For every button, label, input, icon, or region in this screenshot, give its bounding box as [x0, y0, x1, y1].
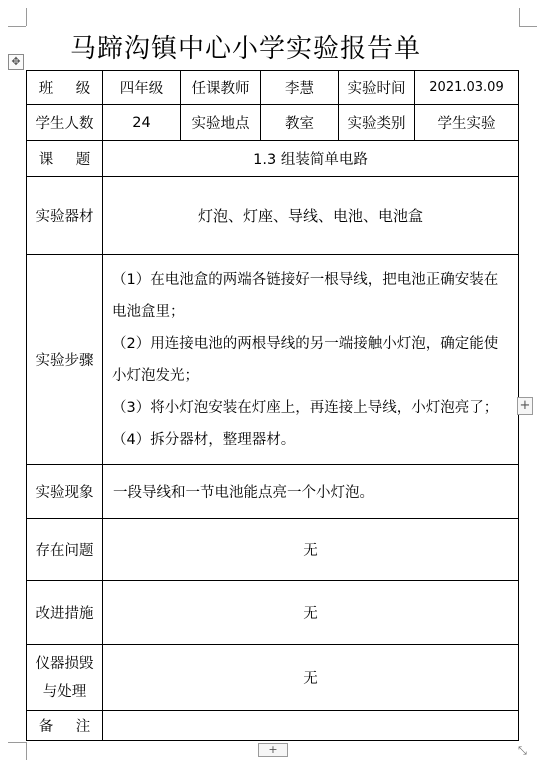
category-label: 实验类别 — [339, 105, 415, 141]
damage-value[interactable]: 无 — [103, 645, 519, 711]
procedure-label: 实验步骤 — [27, 255, 103, 465]
category-value[interactable]: 学生实验 — [415, 105, 519, 141]
damage-label-line1: 仪器损毁 — [35, 655, 94, 672]
teacher-value[interactable]: 李慧 — [261, 71, 339, 105]
location-value[interactable]: 教室 — [261, 105, 339, 141]
table-row — [27, 581, 519, 645]
procedure-step: （2）用连接电池的两根导线的另一端接触小灯泡，确定能使小灯泡发光； — [112, 335, 499, 384]
time-value[interactable]: 2021.03.09 — [415, 71, 519, 105]
topic-value[interactable]: 1.3 组装简单电路 — [103, 141, 519, 177]
location-label: 实验地点 — [181, 105, 261, 141]
table-row — [27, 255, 519, 465]
time-label: 实验时间 — [339, 71, 415, 105]
table-row — [27, 711, 519, 741]
problems-label: 存在问题 — [27, 519, 103, 581]
student-count-label: 学生人数 — [27, 105, 103, 141]
procedure-step: （1）在电池盒的两端各链接好一根导线，把电池正确安装在电池盒里； — [112, 271, 499, 320]
page-title: 马蹄沟镇中心小学实验报告单 — [70, 34, 422, 64]
add-column-plus-icon[interactable]: + — [517, 397, 533, 415]
procedure-steps[interactable] — [103, 255, 519, 465]
topic-label: 课 题 — [27, 141, 103, 177]
improvements-value[interactable]: 无 — [103, 581, 519, 645]
procedure-step: （4）拆分器材，整理器材。 — [112, 431, 296, 448]
problems-value[interactable]: 无 — [103, 519, 519, 581]
table-row — [27, 71, 519, 105]
report-table — [26, 70, 519, 741]
procedure-step: （3）将小灯泡安装在灯座上，再连接上导线，小灯泡亮了； — [112, 399, 499, 416]
resize-handle-icon[interactable]: ⤡ — [518, 744, 527, 757]
damage-label — [27, 645, 103, 711]
table-row — [27, 141, 519, 177]
class-value[interactable]: 四年级 — [103, 71, 181, 105]
phenomenon-value[interactable]: 一段导线和一节电池能点亮一个小灯泡。 — [103, 465, 519, 519]
equipment-label: 实验器材 — [27, 177, 103, 255]
remarks-label: 备 注 — [27, 711, 103, 741]
table-row — [27, 519, 519, 581]
class-label: 班 级 — [27, 71, 103, 105]
equipment-value[interactable]: 灯泡、灯座、导线、电池、电池盒 — [103, 177, 519, 255]
table-row — [27, 465, 519, 519]
remarks-value[interactable] — [103, 711, 519, 741]
improvements-label: 改进措施 — [27, 581, 103, 645]
damage-label-line2: 与处理 — [42, 683, 87, 700]
phenomenon-label: 实验现象 — [27, 465, 103, 519]
table-move-handle[interactable]: ✥ — [8, 54, 24, 70]
table-row — [27, 177, 519, 255]
add-row-plus-icon[interactable]: + — [258, 743, 288, 757]
teacher-label: 任课教师 — [181, 71, 261, 105]
table-row — [27, 645, 519, 711]
table-row — [27, 105, 519, 141]
student-count-value[interactable]: 24 — [103, 105, 181, 141]
